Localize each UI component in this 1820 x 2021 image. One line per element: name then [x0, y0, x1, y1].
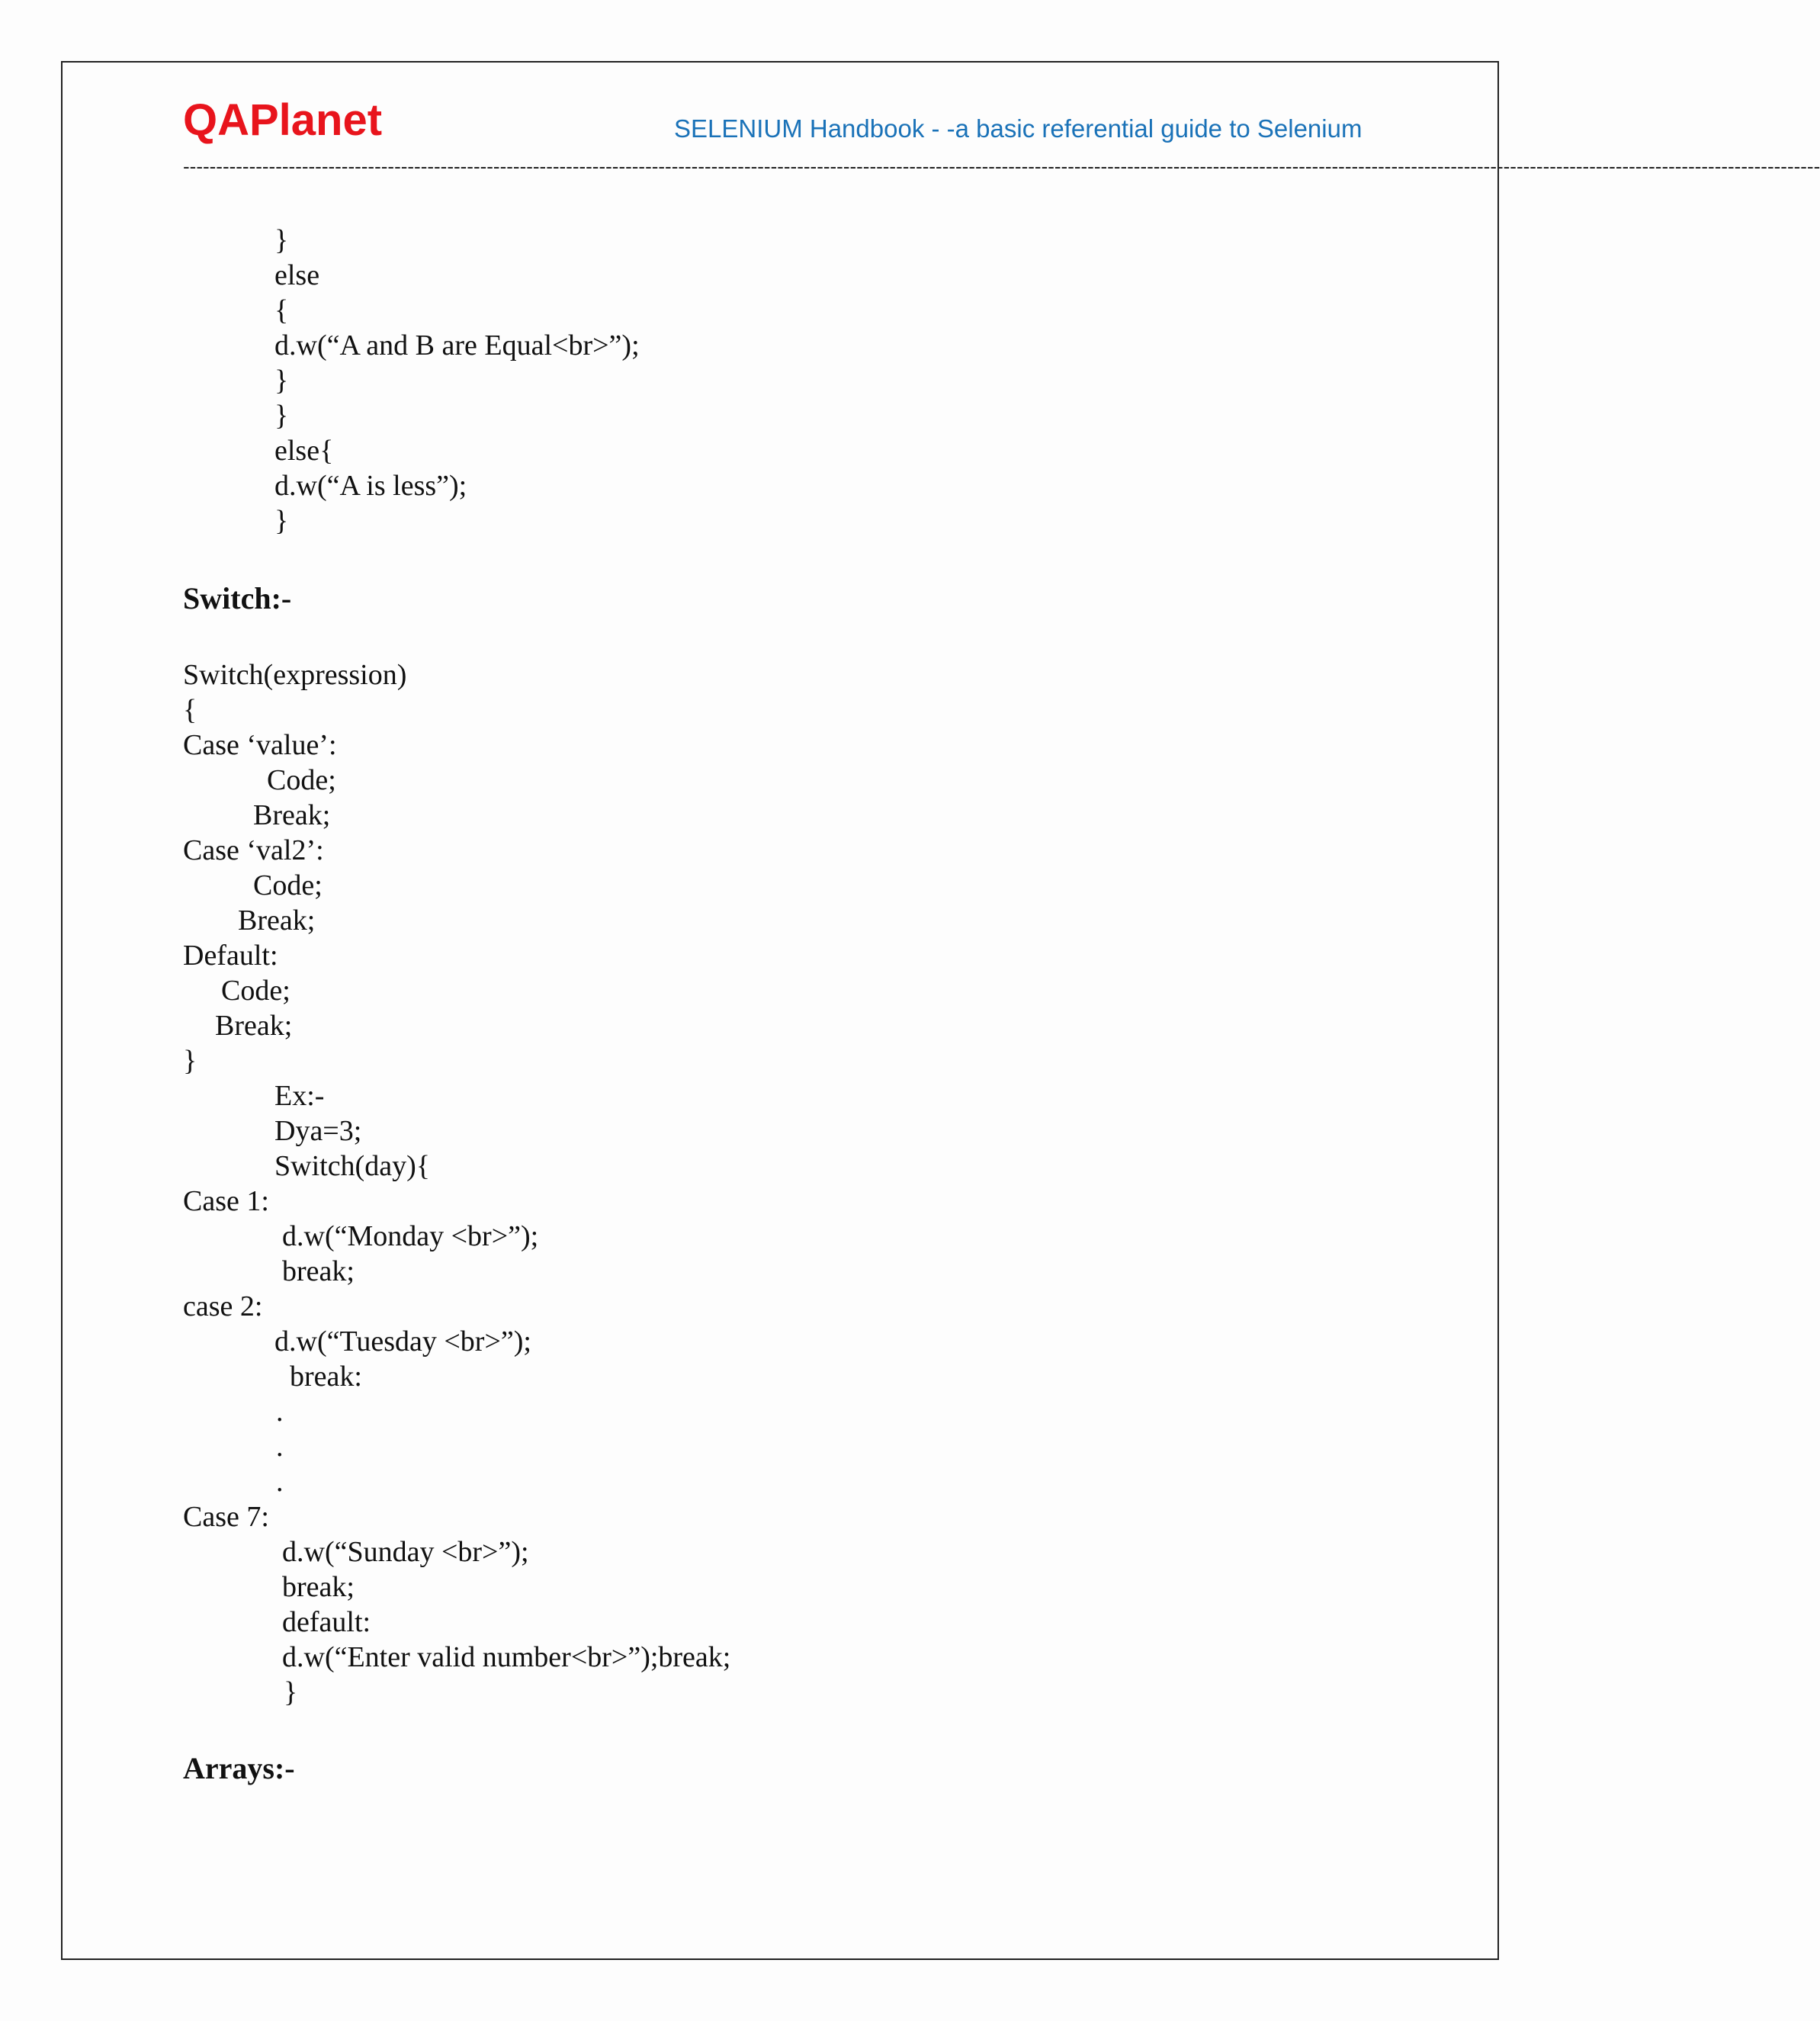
- section-heading-switch: Switch:-: [183, 581, 292, 615]
- code-line: Case ‘value’:: [183, 729, 337, 761]
- code-line: }: [274, 505, 289, 537]
- code-line: Switch(day){: [274, 1150, 430, 1182]
- code-line: d.w(“Enter valid number<br>”);break;: [282, 1641, 731, 1673]
- code-line: case 2:: [183, 1290, 263, 1322]
- code-line: {: [183, 694, 197, 726]
- code-line: Break;: [215, 1010, 293, 1042]
- code-line: break;: [282, 1255, 355, 1287]
- code-line: default:: [282, 1606, 371, 1638]
- code-line: .: [276, 1466, 284, 1498]
- code-line: .: [276, 1396, 284, 1428]
- header-dashed-rule: --------------------------------------------------------------------------------------------------------------------------------------------------------------------------------------------------------------------------------------------------------: [183, 155, 1820, 178]
- code-line: break;: [282, 1571, 355, 1603]
- code-line: Code;: [221, 975, 290, 1007]
- code-line: {: [274, 294, 289, 326]
- brand-logo-text: QAPlanet: [183, 95, 383, 145]
- code-line: d.w(“Sunday <br>”);: [282, 1536, 529, 1568]
- code-line: else: [274, 259, 320, 291]
- code-line: Dya=3;: [274, 1115, 362, 1147]
- code-line: Code;: [253, 869, 323, 901]
- code-line: Case 7:: [183, 1501, 269, 1533]
- code-line: d.w(“A and B are Equal<br>”);: [274, 329, 640, 361]
- code-line: d.w(“A is less”);: [274, 470, 467, 502]
- code-line: Case ‘val2’:: [183, 834, 324, 866]
- code-line: Default:: [183, 940, 278, 972]
- code-line: }: [274, 400, 289, 432]
- code-line: }: [274, 365, 289, 397]
- code-line: break:: [290, 1361, 362, 1393]
- section-heading-arrays: Arrays:-: [183, 1751, 295, 1785]
- code-line: Ex:-: [274, 1080, 325, 1112]
- code-line: Break;: [253, 799, 331, 831]
- handbook-title: SELENIUM Handbook - -a basic referential guide to Selenium: [674, 114, 1363, 143]
- code-line: Switch(expression): [183, 659, 407, 691]
- code-line: d.w(“Monday <br>”);: [282, 1220, 539, 1252]
- code-line: }: [274, 224, 289, 256]
- code-line: else{: [274, 435, 334, 467]
- code-line: }: [183, 1045, 197, 1077]
- code-line: .: [276, 1431, 284, 1463]
- code-line: Break;: [238, 904, 316, 937]
- code-line: d.w(“Tuesday <br>”);: [274, 1325, 531, 1358]
- code-line: Code;: [267, 764, 336, 796]
- code-line: Case 1:: [183, 1185, 269, 1217]
- code-line: }: [284, 1676, 298, 1708]
